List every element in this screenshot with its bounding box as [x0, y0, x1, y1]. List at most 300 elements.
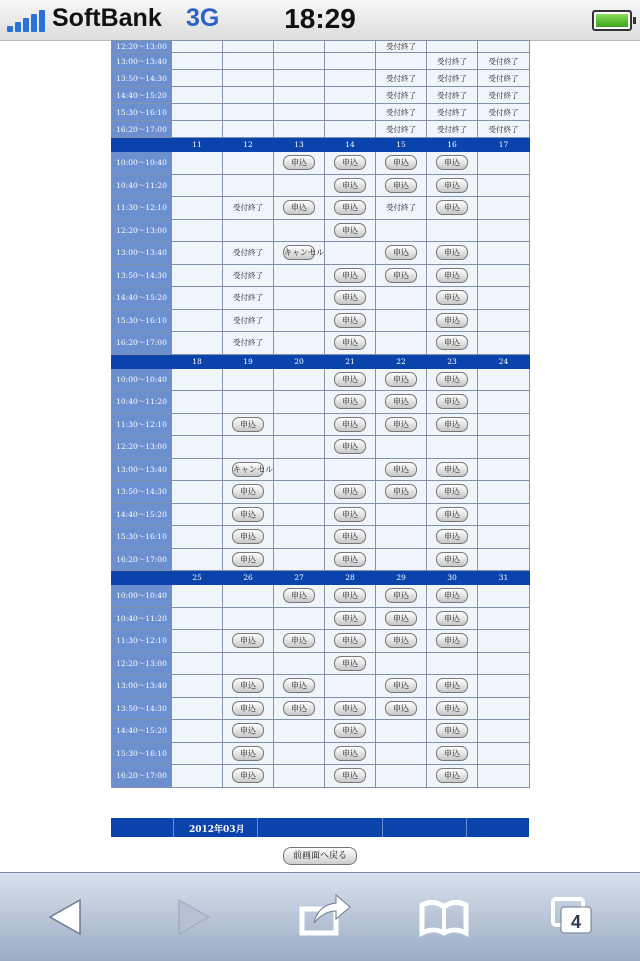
slot-cell: [223, 332, 274, 355]
slot-cell: [427, 765, 478, 788]
empty-slot: [274, 436, 325, 459]
header-blank: [112, 138, 172, 152]
day-header: 19: [223, 354, 274, 368]
empty-slot: [325, 242, 376, 265]
apply-button[interactable]: 申込: [436, 313, 468, 328]
apply-button[interactable]: 申込: [436, 633, 468, 648]
apply-button[interactable]: 申込: [334, 200, 366, 215]
slot-cell: [325, 503, 376, 526]
apply-button[interactable]: 申込: [334, 417, 366, 432]
slot-cell: [223, 503, 274, 526]
slot-cell: [427, 675, 478, 698]
empty-slot: [376, 652, 427, 675]
slot-cell: [427, 503, 478, 526]
apply-button[interactable]: 申込: [385, 701, 417, 716]
slot-cell: [427, 287, 478, 310]
empty-slot: [172, 197, 223, 220]
slot-cell: [478, 53, 530, 70]
day-header: 12: [223, 138, 274, 152]
time-label: 13:00～13:40: [112, 458, 172, 481]
table-row: [112, 104, 530, 121]
apply-button[interactable]: 申込: [385, 633, 417, 648]
empty-slot: [274, 121, 325, 138]
empty-slot: [325, 53, 376, 70]
apply-button[interactable]: 申込: [334, 552, 366, 567]
slot-cell: [325, 481, 376, 504]
empty-slot: [172, 219, 223, 242]
day-header: 20: [274, 354, 325, 368]
empty-slot: [325, 458, 376, 481]
table-row: [112, 152, 530, 175]
empty-slot: [274, 548, 325, 571]
apply-button[interactable]: 申込: [232, 633, 264, 648]
empty-slot: [478, 332, 530, 355]
slot-cell: [223, 413, 274, 436]
day-header: 11: [172, 138, 223, 152]
slot-cell: [325, 174, 376, 197]
month-bar: [111, 818, 529, 837]
closed-label: 受付終了: [233, 203, 263, 213]
apply-button[interactable]: 申込: [385, 588, 417, 603]
slot-cell: [427, 332, 478, 355]
empty-slot: [274, 264, 325, 287]
apply-button[interactable]: 申込: [283, 155, 315, 170]
apply-button[interactable]: 申込: [334, 588, 366, 603]
empty-slot: [274, 41, 325, 53]
empty-slot: [172, 287, 223, 310]
slot-cell: [427, 720, 478, 743]
slot-cell: [376, 630, 427, 653]
apply-button[interactable]: 申込: [436, 155, 468, 170]
time-label: 10:40～11:20: [112, 174, 172, 197]
apply-button[interactable]: 申込: [385, 484, 417, 499]
apply-button[interactable]: 申込: [283, 678, 315, 693]
apply-button[interactable]: 申込: [334, 701, 366, 716]
apply-button[interactable]: 申込: [232, 746, 264, 761]
empty-slot: [376, 526, 427, 549]
apply-button[interactable]: 申込: [232, 768, 264, 783]
slot-cell: [376, 585, 427, 608]
time-label: 13:00～13:40: [112, 53, 172, 70]
slot-cell: [376, 458, 427, 481]
apply-button[interactable]: 申込: [334, 335, 366, 350]
empty-slot: [274, 765, 325, 788]
empty-slot: [478, 675, 530, 698]
time-label: 12:20～13:00: [112, 652, 172, 675]
apply-button[interactable]: 申込: [385, 178, 417, 193]
apply-button[interactable]: 申込: [436, 417, 468, 432]
time-label: 12:20～13:00: [112, 436, 172, 459]
apply-button[interactable]: 申込: [283, 701, 315, 716]
slot-cell: [274, 630, 325, 653]
apply-button[interactable]: 申込: [436, 290, 468, 305]
apply-button[interactable]: 申込: [385, 155, 417, 170]
closed-label: 受付終了: [386, 73, 416, 83]
empty-slot: [172, 152, 223, 175]
empty-slot: [478, 391, 530, 414]
closed-label: 受付終了: [437, 124, 467, 134]
apply-button[interactable]: 申込: [334, 529, 366, 544]
empty-slot: [376, 287, 427, 310]
empty-slot: [223, 87, 274, 104]
browser-toolbar: [0, 872, 640, 961]
apply-button[interactable]: 申込: [283, 200, 315, 215]
slot-cell: [427, 697, 478, 720]
day-header: 26: [223, 571, 274, 585]
slot-cell: [427, 368, 478, 391]
apply-button[interactable]: 申込: [232, 701, 264, 716]
apply-button[interactable]: 申込: [436, 678, 468, 693]
empty-slot: [376, 742, 427, 765]
slot-cell: [427, 548, 478, 571]
apply-button[interactable]: 申込: [334, 768, 366, 783]
slot-cell: [223, 742, 274, 765]
slot-cell: [325, 607, 376, 630]
slot-cell: [427, 585, 478, 608]
empty-slot: [172, 104, 223, 121]
apply-button[interactable]: 申込: [385, 245, 417, 260]
empty-slot: [172, 697, 223, 720]
empty-slot: [274, 413, 325, 436]
time-label: 10:40～11:20: [112, 607, 172, 630]
apply-button[interactable]: 申込: [385, 394, 417, 409]
slot-cell: [376, 104, 427, 121]
slot-cell: [325, 309, 376, 332]
slot-cell: [325, 742, 376, 765]
apply-button[interactable]: 申込: [436, 372, 468, 387]
empty-slot: [274, 219, 325, 242]
empty-slot: [325, 87, 376, 104]
empty-slot: [172, 309, 223, 332]
slot-cell: [223, 481, 274, 504]
day-header: 16: [427, 138, 478, 152]
empty-slot: [376, 53, 427, 70]
slot-cell: [274, 585, 325, 608]
apply-button[interactable]: 申込: [436, 462, 468, 477]
empty-slot: [478, 413, 530, 436]
apply-button[interactable]: 申込: [385, 678, 417, 693]
apply-button[interactable]: 申込: [232, 552, 264, 567]
slot-cell: [427, 481, 478, 504]
empty-slot: [325, 675, 376, 698]
empty-slot: [325, 70, 376, 87]
apply-button[interactable]: 申込: [436, 701, 468, 716]
apply-button[interactable]: 申込: [436, 268, 468, 283]
slot-cell: [223, 765, 274, 788]
table-row: [112, 548, 530, 571]
apply-button[interactable]: 申込: [436, 335, 468, 350]
empty-slot: [274, 503, 325, 526]
table-row: [112, 697, 530, 720]
week-header-row: [112, 354, 530, 368]
empty-slot: [223, 652, 274, 675]
cancel-button[interactable]: キャンセル: [283, 245, 315, 260]
bookmarks-icon[interactable]: [414, 887, 474, 947]
time-label: 16:20～17:00: [112, 548, 172, 571]
week-header-row: [112, 138, 530, 152]
apply-button[interactable]: 申込: [436, 200, 468, 215]
empty-slot: [478, 481, 530, 504]
apply-button[interactable]: 申込: [232, 417, 264, 432]
slot-cell: [223, 264, 274, 287]
day-header: 14: [325, 138, 376, 152]
slot-cell: [376, 152, 427, 175]
table-row: [112, 219, 530, 242]
closed-label: 受付終了: [233, 338, 263, 348]
table-row: [112, 585, 530, 608]
apply-button[interactable]: 申込: [334, 633, 366, 648]
closed-label: 受付終了: [233, 293, 263, 303]
empty-slot: [478, 697, 530, 720]
slot-cell: [427, 174, 478, 197]
slot-cell: [223, 630, 274, 653]
apply-button[interactable]: 申込: [232, 723, 264, 738]
slot-cell: [325, 652, 376, 675]
empty-slot: [376, 309, 427, 332]
empty-slot: [172, 503, 223, 526]
apply-button[interactable]: 申込: [436, 723, 468, 738]
apply-button[interactable]: 申込: [436, 746, 468, 761]
cancel-button[interactable]: キャンセル: [232, 462, 264, 477]
slot-cell: [427, 104, 478, 121]
day-header: 30: [427, 571, 478, 585]
apply-button[interactable]: 申込: [334, 723, 366, 738]
apply-button[interactable]: 申込: [436, 529, 468, 544]
apply-button[interactable]: 申込: [436, 611, 468, 626]
empty-slot: [172, 742, 223, 765]
closed-label: 受付終了: [488, 124, 519, 134]
apply-button[interactable]: 申込: [334, 746, 366, 761]
slot-cell: [325, 765, 376, 788]
apply-button[interactable]: 申込: [436, 178, 468, 193]
empty-slot: [172, 391, 223, 414]
empty-slot: [223, 104, 274, 121]
slot-cell: [376, 391, 427, 414]
empty-slot: [376, 332, 427, 355]
table-row: [112, 391, 530, 414]
apply-button[interactable]: 申込: [334, 484, 366, 499]
slot-cell: [325, 526, 376, 549]
apply-button[interactable]: 申込: [334, 268, 366, 283]
empty-slot: [274, 53, 325, 70]
empty-slot: [274, 526, 325, 549]
empty-slot: [223, 70, 274, 87]
slot-cell: [325, 548, 376, 571]
empty-slot: [223, 53, 274, 70]
empty-slot: [478, 548, 530, 571]
apply-button[interactable]: 申込: [436, 588, 468, 603]
closed-label: 受付終了: [386, 124, 416, 134]
slot-cell: [274, 675, 325, 698]
empty-slot: [274, 458, 325, 481]
empty-slot: [274, 174, 325, 197]
slot-cell: [478, 104, 530, 121]
empty-slot: [172, 70, 223, 87]
empty-slot: [478, 219, 530, 242]
table-row: [112, 332, 530, 355]
apply-button[interactable]: 申込: [334, 313, 366, 328]
day-header: 18: [172, 354, 223, 368]
apply-button[interactable]: 申込: [436, 552, 468, 567]
empty-slot: [172, 121, 223, 138]
slot-cell: [325, 720, 376, 743]
apply-button[interactable]: 申込: [334, 507, 366, 522]
empty-slot: [274, 287, 325, 310]
time-label: 11:30～12:10: [112, 413, 172, 436]
apply-button[interactable]: 申込: [385, 417, 417, 432]
tabs-icon[interactable]: [545, 887, 605, 947]
apply-button[interactable]: 申込: [385, 268, 417, 283]
battery-icon: [592, 10, 632, 31]
empty-slot: [274, 607, 325, 630]
apply-button[interactable]: 申込: [283, 588, 315, 603]
forward-arrow-icon[interactable]: [163, 887, 223, 947]
day-header: 29: [376, 571, 427, 585]
empty-slot: [172, 242, 223, 265]
empty-slot: [478, 264, 530, 287]
empty-slot: [172, 458, 223, 481]
empty-slot: [172, 87, 223, 104]
slot-cell: [274, 697, 325, 720]
apply-button[interactable]: 申込: [436, 484, 468, 499]
apply-button[interactable]: 申込: [436, 768, 468, 783]
apply-button[interactable]: 申込: [334, 656, 366, 671]
header-blank: [112, 354, 172, 368]
empty-slot: [274, 87, 325, 104]
empty-slot: [376, 548, 427, 571]
empty-slot: [478, 526, 530, 549]
slot-cell: [427, 70, 478, 87]
empty-slot: [223, 391, 274, 414]
table-row: [112, 70, 530, 87]
empty-slot: [427, 219, 478, 242]
slot-cell: [325, 413, 376, 436]
closed-label: 受付終了: [233, 270, 263, 280]
slot-cell: [223, 526, 274, 549]
apply-button[interactable]: 申込: [385, 372, 417, 387]
apply-button[interactable]: 申込: [436, 394, 468, 409]
empty-slot: [172, 436, 223, 459]
slot-cell: [427, 391, 478, 414]
time-label: 11:30～12:10: [112, 630, 172, 653]
apply-button[interactable]: 申込: [436, 245, 468, 260]
slot-cell: [325, 152, 376, 175]
apply-button[interactable]: 申込: [385, 462, 417, 477]
apply-button[interactable]: 申込: [334, 611, 366, 626]
slot-cell: [376, 264, 427, 287]
day-header: 31: [478, 571, 530, 585]
apply-button[interactable]: 申込: [334, 394, 366, 409]
slot-cell: [427, 197, 478, 220]
time-label: 15:30～16:10: [112, 309, 172, 332]
apply-button[interactable]: 申込: [232, 529, 264, 544]
apply-button[interactable]: 申込: [334, 155, 366, 170]
slot-cell: [376, 368, 427, 391]
empty-slot: [223, 121, 274, 138]
empty-slot: [376, 503, 427, 526]
table-row: [112, 675, 530, 698]
share-icon[interactable]: [294, 887, 354, 947]
apply-button[interactable]: 申込: [334, 290, 366, 305]
slot-cell: [478, 121, 530, 138]
apply-button[interactable]: 申込: [334, 178, 366, 193]
empty-slot: [223, 174, 274, 197]
slot-cell: [427, 607, 478, 630]
slot-cell: [427, 264, 478, 287]
day-header: 28: [325, 571, 376, 585]
slot-cell: [427, 526, 478, 549]
slot-cell: [325, 264, 376, 287]
empty-slot: [376, 765, 427, 788]
time-label: 16:20～17:00: [112, 121, 172, 138]
closed-label: 受付終了: [386, 90, 416, 100]
slot-cell: [325, 697, 376, 720]
apply-button[interactable]: 申込: [232, 507, 264, 522]
empty-slot: [478, 41, 530, 53]
closed-label: 受付終了: [437, 73, 467, 83]
time-label: 15:30～16:10: [112, 742, 172, 765]
time-label: 13:50～14:30: [112, 264, 172, 287]
table-row: [112, 742, 530, 765]
slot-cell: [325, 436, 376, 459]
apply-button[interactable]: 申込: [232, 484, 264, 499]
empty-slot: [223, 41, 274, 53]
apply-button[interactable]: 申込: [232, 678, 264, 693]
apply-button[interactable]: 申込: [436, 507, 468, 522]
empty-slot: [274, 332, 325, 355]
empty-slot: [172, 607, 223, 630]
time-label: 13:00～13:40: [112, 675, 172, 698]
slot-cell: [223, 287, 274, 310]
table-row: [112, 368, 530, 391]
slot-cell: [376, 242, 427, 265]
apply-button[interactable]: 申込: [334, 439, 366, 454]
empty-slot: [172, 548, 223, 571]
slot-cell: [376, 607, 427, 630]
slot-cell: [223, 242, 274, 265]
apply-button[interactable]: 申込: [385, 611, 417, 626]
reservation-schedule: [111, 40, 529, 788]
time-label: 14:40～15:20: [112, 287, 172, 310]
carrier-name: SoftBank: [52, 4, 162, 32]
closed-label: 受付終了: [233, 248, 263, 258]
apply-button[interactable]: 申込: [334, 223, 366, 238]
empty-slot: [223, 368, 274, 391]
slot-cell: [376, 675, 427, 698]
back-arrow-icon[interactable]: [36, 887, 96, 947]
empty-slot: [172, 526, 223, 549]
table-row: [112, 264, 530, 287]
time-label: 13:00～13:40: [112, 242, 172, 265]
closed-label: 受付終了: [437, 56, 467, 66]
slot-cell: [427, 121, 478, 138]
empty-slot: [172, 264, 223, 287]
empty-slot: [172, 413, 223, 436]
apply-button[interactable]: 申込: [334, 372, 366, 387]
tabs-count: 4: [570, 912, 582, 932]
slot-cell: [427, 309, 478, 332]
empty-slot: [274, 70, 325, 87]
empty-slot: [274, 368, 325, 391]
apply-button[interactable]: 申込: [283, 633, 315, 648]
table-row: [112, 197, 530, 220]
slot-cell: [376, 87, 427, 104]
empty-slot: [274, 652, 325, 675]
empty-slot: [274, 391, 325, 414]
day-header: 13: [274, 138, 325, 152]
empty-slot: [427, 41, 478, 53]
back-to-previous-button[interactable]: 前画面へ戻る: [283, 847, 357, 865]
